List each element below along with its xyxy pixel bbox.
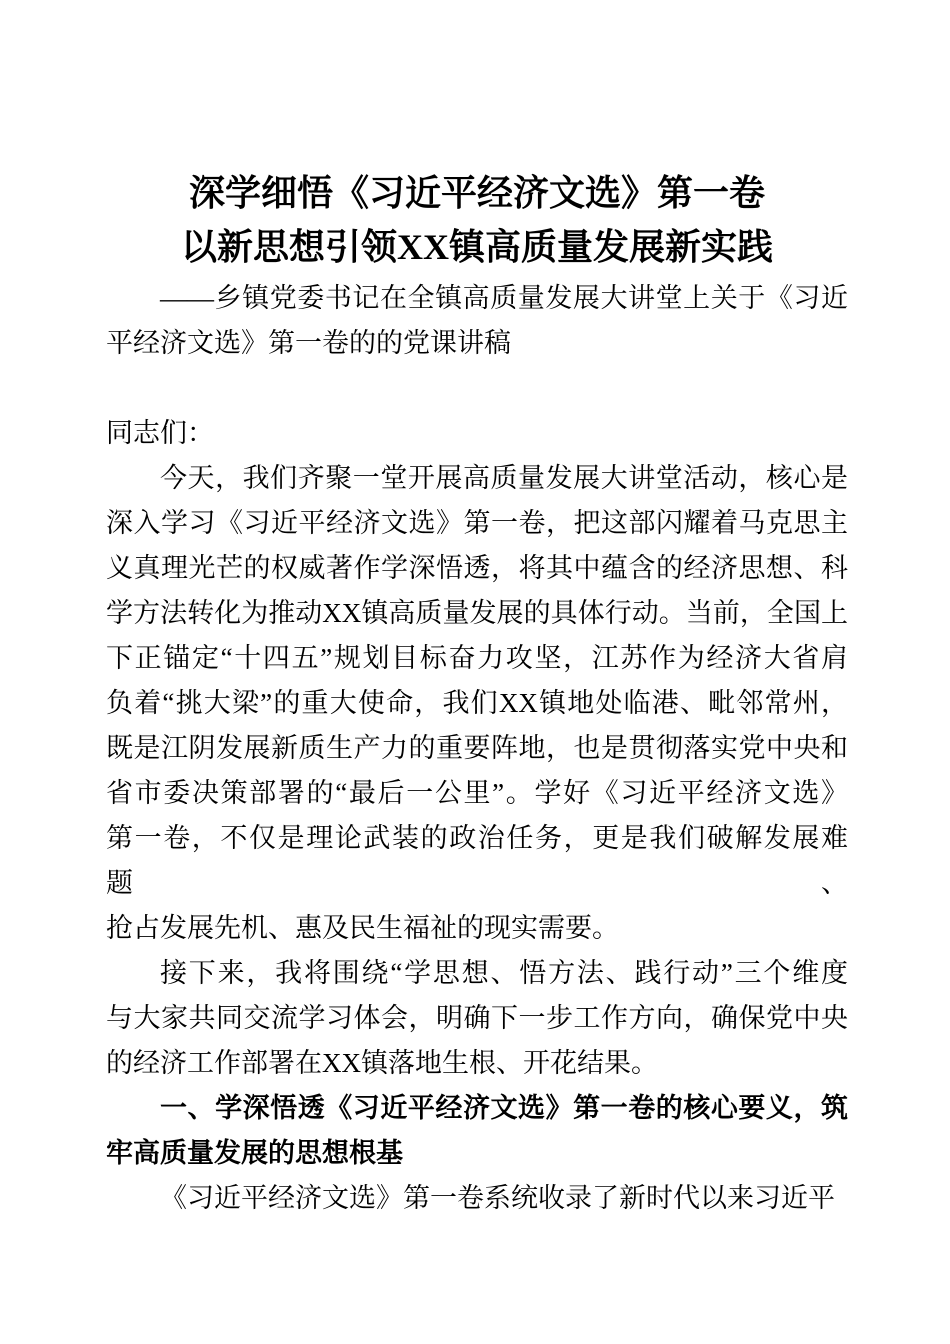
document-subtitle xyxy=(106,276,848,366)
body-line: 第一卷，不仅是理论武装的政治任务，更是我们破解发展难题、 xyxy=(106,823,848,898)
body-line: 负着“挑大梁”的重大使命，我们XX镇地处临港、毗邻常州， xyxy=(106,688,848,718)
body-line: 既是江阴发展新质生产力的重要阵地，也是贯彻落实党中央和 xyxy=(106,733,848,763)
section-heading-line: 牢高质量发展的思想根基 xyxy=(106,1138,403,1168)
body-line: 学方法转化为推动XX镇高质量发展的具体行动。当前，全国上 xyxy=(106,598,848,628)
body-line: 抢占发展先机、惠及民生福祉的现实需要。 xyxy=(106,913,619,943)
section-heading-line: 一、学深悟透《习近平经济文选》第一卷的核心要义，筑 xyxy=(160,1093,848,1123)
paragraph-3 xyxy=(106,1176,848,1221)
body-line: 省市委决策部署的“最后一公里”。学好《习近平经济文选》 xyxy=(106,778,848,808)
subtitle-line: ——乡镇党委书记在全镇高质量发展大讲堂上关于《习近 xyxy=(160,283,848,313)
body-line: 下正锚定“十四五”规划目标奋力攻坚，江苏作为经济大省肩 xyxy=(106,643,848,673)
body-line: 《习近平经济文选》第一卷系统收录了新时代以来习近平 xyxy=(160,1183,835,1213)
body-line: 深入学习《习近平经济文选》第一卷，把这部闪耀着马克思主 xyxy=(106,508,848,538)
document-content xyxy=(106,166,848,1221)
title-line-1: 深学细悟《习近平经济文选》第一卷 xyxy=(188,173,765,213)
body-line: 的经济工作部署在XX镇落地生根、开花结果。 xyxy=(106,1048,658,1078)
section-heading-1 xyxy=(106,1086,848,1176)
document-title xyxy=(106,166,848,274)
body-line: 接下来，我将围绕“学思想、悟方法、践行动”三个维度 xyxy=(160,958,848,988)
paragraph-1 xyxy=(106,456,848,951)
blank-line xyxy=(106,366,848,411)
body-line: 今天，我们齐聚一堂开展高质量发展大讲堂活动，核心是 xyxy=(160,463,848,493)
paragraph-2 xyxy=(106,951,848,1086)
title-line-2: 以新思想引领XX镇高质量发展新实践 xyxy=(181,227,773,267)
subtitle-line: 平经济文选》第一卷的的党课讲稿 xyxy=(106,328,511,358)
body-line: 义真理光芒的权威著作学深悟透，将其中蕴含的经济思想、科 xyxy=(106,553,848,583)
salutation: 同志们： xyxy=(106,418,214,448)
body-line: 与大家共同交流学习体会，明确下一步工作方向，确保党中央 xyxy=(106,1003,848,1033)
